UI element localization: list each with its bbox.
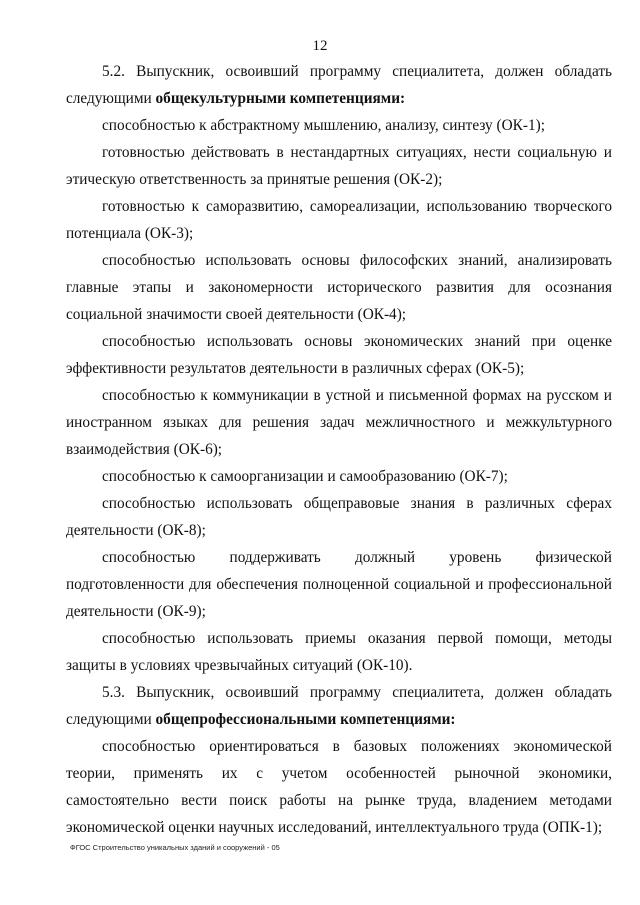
competency-ok-8: способностью использовать общеправовые знания в различных сферах деятельности (ОК-8); [66, 495, 612, 539]
competency-ok-10: способностью использовать приемы оказания первой помощи, методы защиты в условиях чрезвычайных ситуаций (ОК-10). [66, 630, 612, 674]
page-footer: ФГОС Строительство уникальных зданий и сооружений - 05 [70, 843, 280, 852]
competency-ok-7: способностью к самоорганизации и самообразованию (ОК-7); [102, 468, 508, 485]
section-5-2-bold-heading: общекультурными компетенциями: [155, 90, 406, 107]
section-5-3-intro [66, 679, 612, 733]
competency-opk-1: способностью ориентироваться в базовых положениях экономической теории, применять их с учетом особенностей рыночной экономики, самостоятельно вести поиск работы на рынке труда, владением методами экономической оценки научных исследований, интеллектуального труда (ОПК-1); [66, 738, 612, 836]
section-5-3-intro-text: 5.3. Выпускник, освоивший программу специалитета, должен обладать следующими [66, 684, 612, 728]
competency-ok-9: способностью поддерживать должный уровень физической подготовленности для обеспечения полноценной социальной и профессиональной деятельности (ОК-9); [66, 549, 612, 620]
section-5-2-intro-text: 5.2. Выпускник, освоивший программу специалитета, должен обладать следующими [66, 63, 612, 107]
section-5-2-intro [66, 58, 612, 112]
competency-ok-4: способностью использовать основы философских знаний, анализировать главные этапы и закономерности исторического развития для осознания социальной значимости своей деятельности (ОК-4); [66, 252, 612, 323]
competency-ok-1: способностью к абстрактному мышлению, анализу, синтезу (ОК-1); [102, 117, 545, 134]
competency-ok-2: готовностью действовать в нестандартных ситуациях, нести социальную и этическую ответственность за принятые решения (ОК-2); [66, 144, 612, 188]
page-number: 12 [312, 38, 328, 54]
competency-ok-3: готовностью к саморазвитию, самореализации, использованию творческого потенциала (ОК-3); [66, 198, 612, 242]
document-body [66, 58, 612, 841]
section-5-3-bold-heading: общепрофессиональными компетенциями: [155, 711, 456, 728]
competency-ok-6: способностью к коммуникации в устной и письменной формах на русском и иностранном языках для решения задач межличностного и межкультурного взаимодействия (ОК-6); [66, 387, 612, 458]
competency-ok-5: способностью использовать основы экономических знаний при оценке эффективности результатов деятельности в различных сферах (ОК-5); [66, 333, 612, 377]
